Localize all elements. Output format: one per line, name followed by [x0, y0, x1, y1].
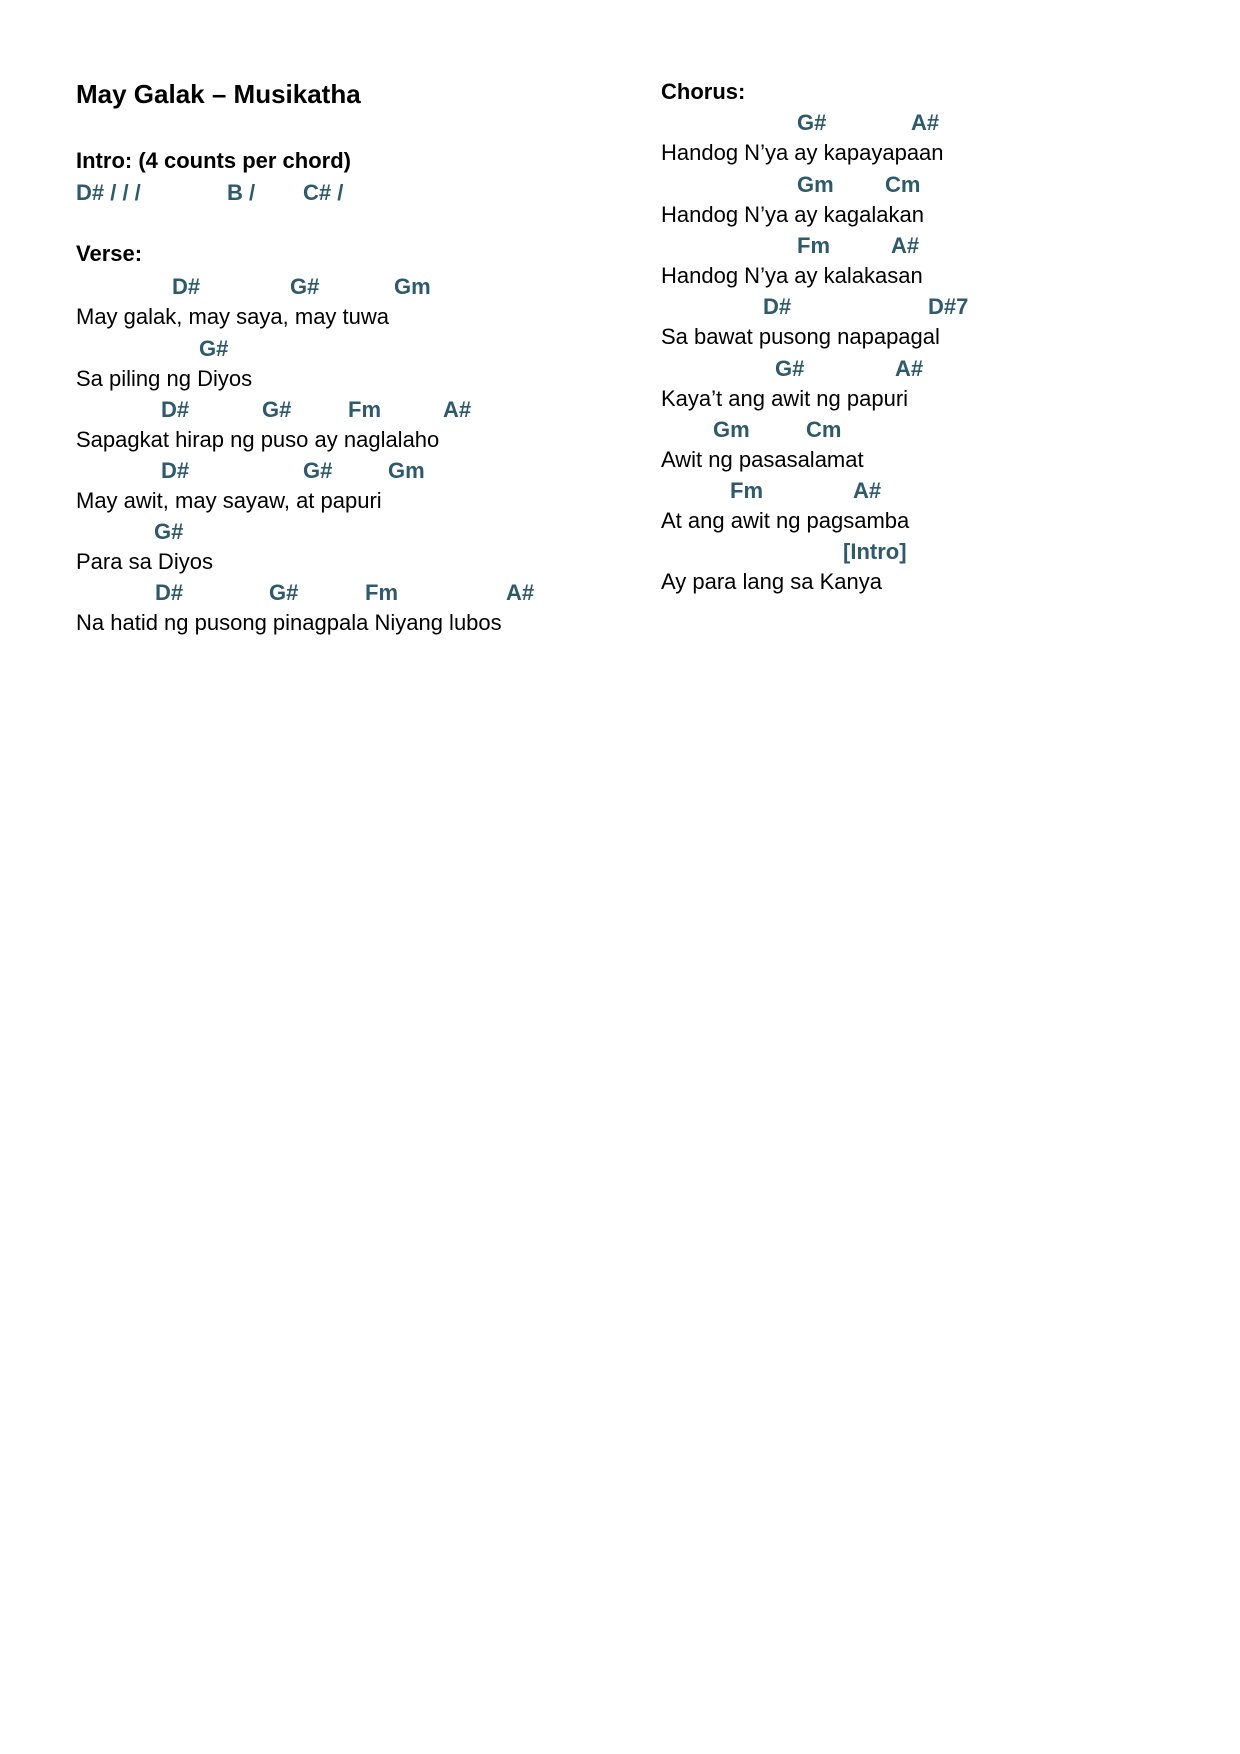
chorus-lyric: Handog N’ya ay kapayapaan [661, 140, 944, 165]
chorus-chord: G# [797, 110, 827, 135]
chorus-chord: Fm [730, 478, 763, 503]
verse-lyric: Na hatid ng pusong pinagpala Niyang lubos [76, 610, 502, 635]
intro-chord: C# / [303, 180, 344, 205]
intro-chord: B / [227, 180, 256, 205]
verse-lyric: Para sa Diyos [76, 549, 213, 574]
chorus-chord: A# [895, 356, 924, 381]
chorus-chord: D# [763, 294, 792, 319]
verse-chord: G# [303, 458, 333, 483]
verse-chord: G# [262, 397, 292, 422]
chorus-chord: G# [775, 356, 805, 381]
chorus-lyric: Ay para lang sa Kanya [661, 569, 882, 594]
verse-lyric: May galak, may saya, may tuwa [76, 304, 390, 329]
verse-chord: Fm [365, 580, 398, 605]
intro-heading: Intro: (4 counts per chord) [76, 148, 351, 173]
chorus-chord: Cm [806, 417, 842, 442]
verse-chord: D# [155, 580, 184, 605]
chorus-chord: A# [891, 233, 920, 258]
verse-lyric: Sa piling ng Diyos [76, 366, 253, 391]
verse-chord: Gm [394, 274, 431, 299]
verse-lyric: May awit, may sayaw, at papuri [76, 488, 382, 513]
intro-chord: D# / / / [76, 180, 141, 205]
chorus-chord: [Intro] [843, 539, 907, 564]
verse-chord: A# [443, 397, 472, 422]
chorus-chord: Cm [885, 172, 921, 197]
verse-chord: D# [161, 397, 190, 422]
chorus-heading: Chorus: [661, 79, 746, 104]
chorus-lyric: Awit ng pasasalamat [661, 447, 864, 472]
verse-chord: G# [290, 274, 320, 299]
chorus-chord: A# [911, 110, 940, 135]
verse-chord: D# [172, 274, 201, 299]
chorus-chord: Fm [797, 233, 830, 258]
verse-chord: G# [199, 336, 229, 361]
chorus-chord: Gm [713, 417, 750, 442]
chorus-chord: D#7 [928, 294, 969, 319]
verse-chord: A# [506, 580, 535, 605]
chorus-lyric: At ang awit ng pagsamba [661, 508, 910, 533]
chorus-lyric: Handog N’ya ay kagalakan [661, 202, 924, 227]
verse-lyric: Sapagkat hirap ng puso ay naglalaho [76, 427, 440, 452]
chorus-chord: Gm [797, 172, 834, 197]
verse-chord: G# [154, 519, 184, 544]
verse-chord: Gm [388, 458, 425, 483]
verse-chord: G# [269, 580, 299, 605]
chorus-chord: A# [853, 478, 882, 503]
verse-chord: Fm [348, 397, 381, 422]
chorus-lyric: Handog N’ya ay kalakasan [661, 263, 923, 288]
song-title: May Galak – Musikatha [76, 79, 361, 109]
verse-heading: Verse: [76, 241, 143, 266]
chorus-lyric: Kaya’t ang awit ng papuri [661, 386, 909, 411]
verse-chord: D# [161, 458, 190, 483]
chorus-lyric: Sa bawat pusong napapagal [661, 324, 940, 349]
